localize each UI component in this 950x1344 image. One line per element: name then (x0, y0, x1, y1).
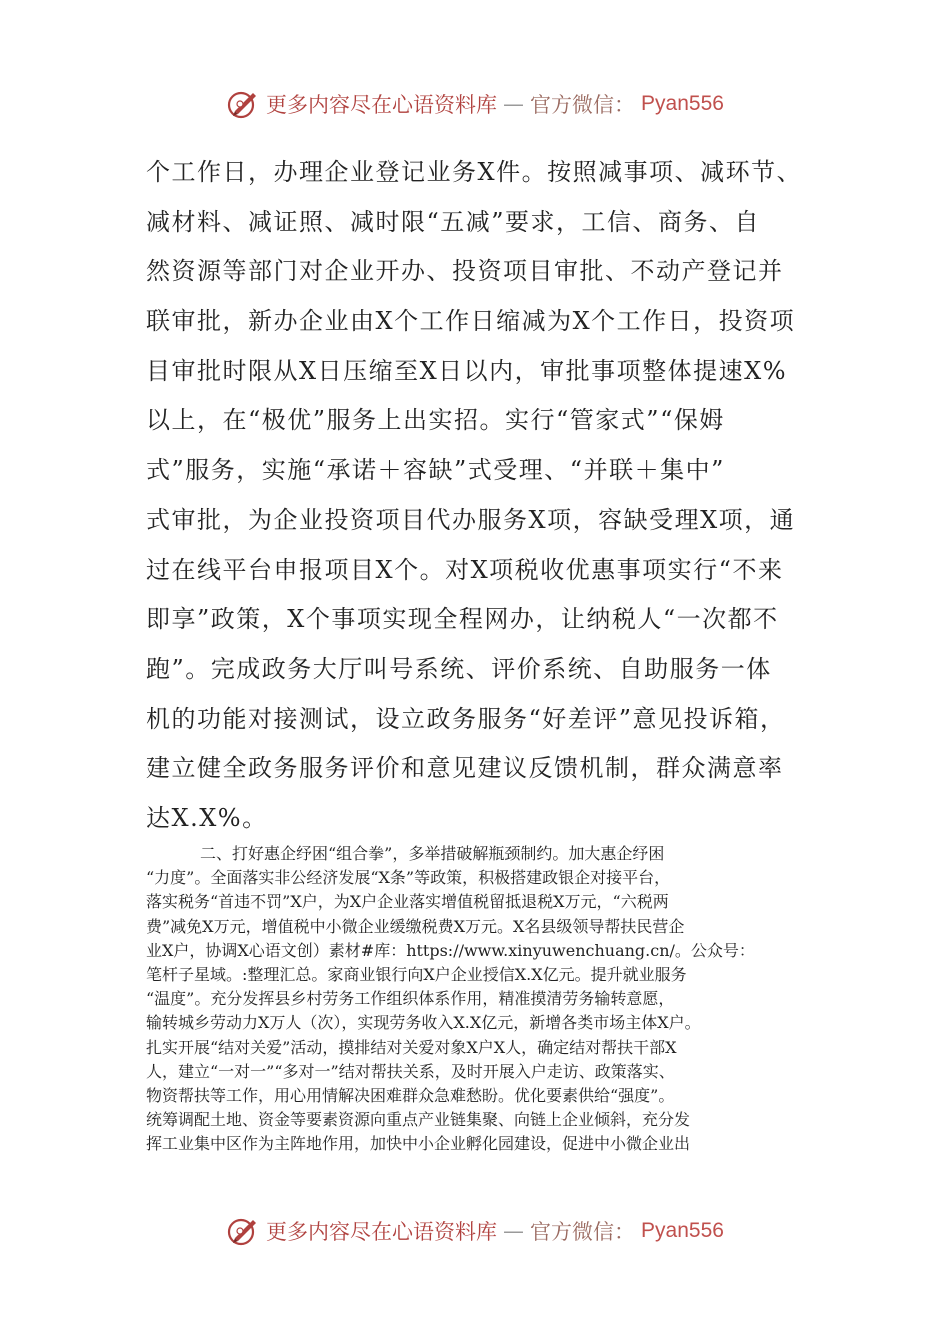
text-line: 即享”政策，X个事项实现全程网办，让纳税人“一次都不 (146, 605, 779, 634)
text-line: 达X.X%。 (146, 803, 268, 832)
watermark-wechat-id: Pyan556 (641, 1219, 724, 1242)
text-line: 式”服务，实施“承诺＋容缺”式受理、“并联＋集中” (146, 456, 725, 485)
text-line: “力度”。全面落实非公经济发展“X条”等政策，积极搭建政银企对接平台， (146, 868, 671, 888)
watermark-official-label: 官方微信： (530, 93, 636, 117)
watermark-main-text: 更多内容尽在心语资料库 (266, 93, 498, 117)
text-line: 人，建立“一对一”“多对一”结对帮扶关系，及时开展入户走访、政策落实、 (146, 1061, 675, 1081)
watermark-wechat-id: Pyan556 (641, 92, 724, 115)
text-line: 建立健全政务服务评价和意见建议反馈机制，群众满意率 (146, 754, 784, 783)
text-line: 输转城乡劳动力X万人（次），实现劳务收入X.X亿元，新增各类市场主体X户。 (146, 1013, 701, 1033)
text-line: “温度”。充分发挥县乡村劳务工作组织体系作用，精准摸清劳务输转意愿， (146, 989, 675, 1009)
text-line: 费”减免X万元，增值税中小微企业缓缴税费X万元。X名县级领导帮扶民营企 (146, 916, 685, 936)
watermark-dash: — (503, 92, 525, 116)
text-line: 跑”。完成政务大厅叫号系统、评价系统、自助服务一体 (146, 654, 772, 683)
text-line: 减材料、减证照、减时限“五减”要求，工信、商务、自 (146, 207, 761, 236)
text-line: 式审批，为企业投资项目代办服务X项，容缺受理X项，通 (146, 505, 796, 534)
text-line: 统筹调配土地、资金等要素资源向重点产业链集聚、向链上企业倾斜，充分发 (146, 1110, 691, 1130)
pen-logo-icon (226, 1214, 260, 1248)
watermark-dash: — (503, 1219, 525, 1243)
text-line: 个工作日，办理企业登记业务X件。按照减事项、减环节、 (146, 158, 803, 186)
small-paragraph (146, 842, 818, 1156)
large-paragraph (146, 148, 826, 844)
footer-watermark (0, 1211, 950, 1251)
text-line: 物资帮扶等工作，用心用情解决困难群众急难愁盼。优化要素供给“强度”。 (146, 1085, 675, 1105)
text-line: 以上，在“极优”服务上出实招。实行“管家式”“保姆 (146, 406, 725, 435)
text-line: 扎实开展“结对关爱”活动，摸排结对关爱对象X户X人，确定结对帮扶干部X (146, 1037, 677, 1057)
text-line: 然资源等部门对企业开办、投资项目审批、不动产登记并 (146, 257, 784, 286)
section-heading-line: 二、打好惠企纾困“组合拳”，多举措破解瓶颈制约。加大惠企纾困 (200, 844, 665, 863)
watermark-main-text: 更多内容尽在心语资料库 (266, 1220, 498, 1244)
text-line: 业X户，协调X心语文创）素材#库：https://www.xinyuwenchuang.cn/。公众号： (146, 940, 755, 960)
text-line: 挥工业集中区作为主阵地作用，加快中小企业孵化园建设，促进中小微企业出 (146, 1134, 691, 1154)
text-line: 联审批，新办企业由X个工作日缩减为X个工作日，投资项 (146, 307, 796, 336)
text-line: 落实税务“首违不罚”X户，为X户企业落实增值税留抵退税X万元，“六税两 (146, 892, 669, 912)
header-watermark (0, 84, 950, 124)
pen-logo-icon (226, 87, 260, 121)
watermark-official-label: 官方微信： (530, 1220, 636, 1244)
text-line: 机的功能对接测试，设立政务服务“好差评”意见投诉箱， (146, 704, 786, 733)
text-line: 过在线平台申报项目X个。对X项税收优惠事项实行“不来 (146, 555, 784, 584)
text-line: 目审批时限从X日压缩至X日以内，审批事项整体提速X% (146, 356, 788, 385)
text-line: 笔杆子星域。:整理汇总。家商业银行向X户企业授信X.X亿元。提升就业服务 (146, 964, 687, 984)
